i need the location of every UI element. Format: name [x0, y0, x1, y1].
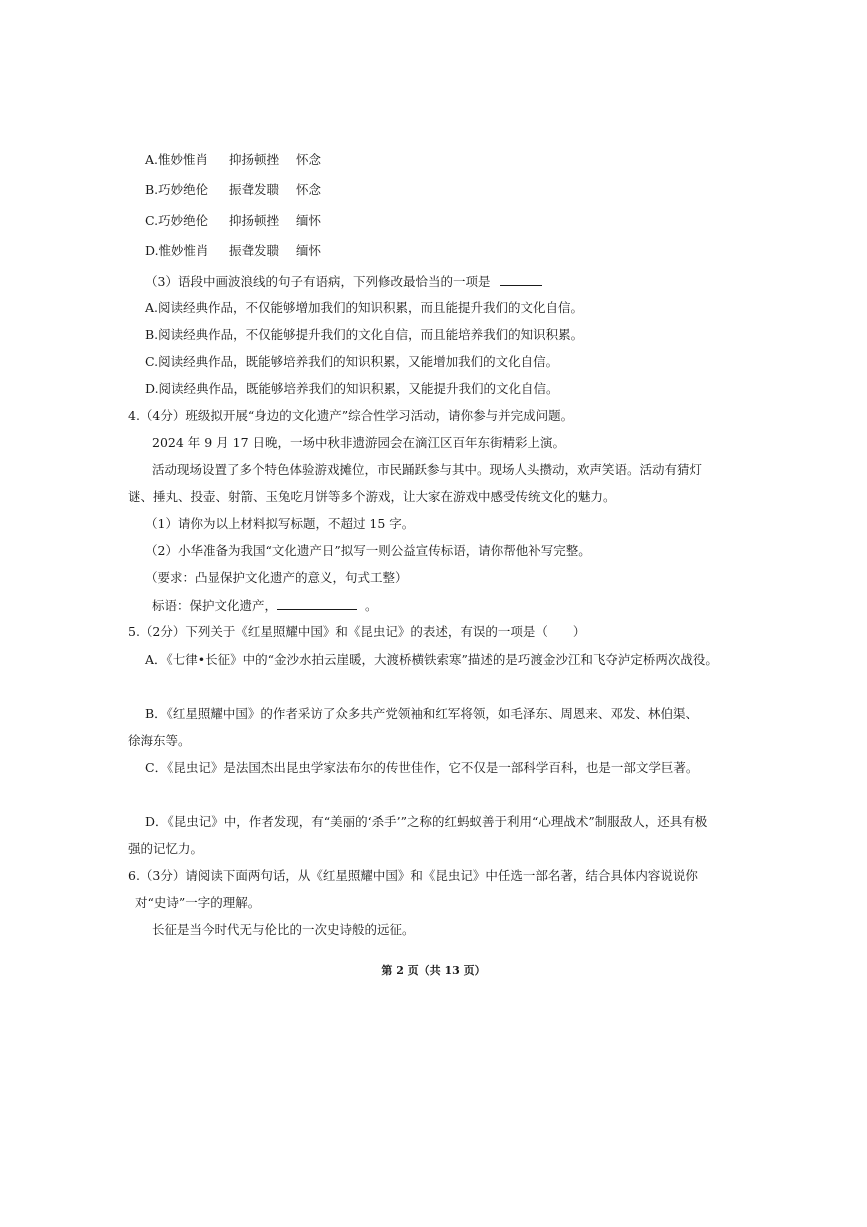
q4-slogan-suffix: 。: [365, 598, 378, 613]
q3-option-d: D.阅读经典作品，既能够培养我们的知识积累，又能提升我们的文化自信。: [145, 381, 559, 396]
option-d-word1: D.惟妙惟肖: [145, 243, 209, 258]
q5-option-b-line-2: 徐海东等。: [128, 733, 191, 748]
option-a-word3: 怀念: [296, 152, 322, 167]
q4-slogan-blank[interactable]: [277, 597, 357, 610]
q6-stem-line-2: 对“史诗”一字的理解。: [135, 895, 261, 910]
q5-option-d-line-1: D．《昆虫记》中，作者发现，有“美丽的‘杀手’”之称的红蚂蚁善于利用“心理战术”制服敌人，还具有极: [145, 814, 708, 829]
option-a-word1: A.惟妙惟肖: [145, 152, 209, 167]
option-c-word2: 抑扬顿挫: [229, 213, 280, 228]
option-b-word1: B.巧妙绝伦: [145, 182, 209, 197]
q4-paragraph-1: 2024 年 9 月 17 日晚，一场中秋非遗游园会在滴江区百年东街精彩上演。: [152, 435, 566, 450]
q3-answer-blank[interactable]: [500, 273, 542, 286]
option-b-word3: 怀念: [296, 182, 322, 197]
q4-slogan-prefix: 标语：保护文化遗产，: [152, 598, 278, 613]
option-a-word2: 抑扬顿挫: [229, 152, 280, 167]
q3-stem-line: [145, 273, 542, 290]
option-c-word3: 缅怀: [296, 213, 322, 228]
q4-stem: 4.（4分）班级拟开展“身边的文化遗产”综合性学习活动，请你参与并完成问题。: [128, 408, 574, 423]
q5-option-a: A．《七律•长征》中的“金沙水拍云崖暖，大渡桥横铁索寒”描述的是巧渡金沙江和飞夺泸定桥两次战役。: [145, 652, 718, 667]
q4-sub-question-2: （2）小华准备为我国“文化遗产日”拟写一则公益宣传标语，请你帮他补写完整。: [145, 543, 591, 558]
option-d-word2: 振聋发聩: [229, 243, 280, 258]
q4-requirement: （要求：凸显保护文化遗产的意义，句式工整）: [145, 570, 408, 585]
q6-stem-line-1: 6.（3分）请阅读下面两句话，从《红星照耀中国》和《昆虫记》中任选一部名著，结合具体内容说说你: [128, 868, 698, 883]
q5-option-d-line-2: 强的记忆力。: [128, 841, 204, 856]
option-row-d: [145, 243, 321, 259]
q3-option-a: A.阅读经典作品，不仅能够增加我们的知识积累，而且能提升我们的文化自信。: [145, 300, 584, 315]
q6-quote: 长征是当今时代无与伦比的一次史诗般的远征。: [152, 922, 415, 937]
option-row-a: [145, 152, 321, 168]
option-row-b: [145, 182, 321, 198]
option-b-word2: 振聋发聩: [229, 182, 280, 197]
q4-slogan-line: [152, 597, 378, 614]
q4-paragraph-2-line-1: 活动现场设置了多个特色体验游戏摊位，市民踊跃参与其中。现场人头攒动，欢声笑语。活动有猜灯: [152, 462, 703, 477]
q4-sub-question-1: （1）请你为以上材料拟写标题，不超过 15 字。: [145, 516, 415, 531]
q3-option-b: B.阅读经典作品，不仅能够提升我们的文化自信，而且能培养我们的知识积累。: [145, 327, 584, 342]
q5-option-b-line-1: B．《红星照耀中国》的作者采访了众多共产党领袖和红军将领，如毛泽东、周恩来、邓发、林伯渠、: [145, 706, 698, 721]
q3-stem: （3）语段中画波浪线的句子有语病，下列修改最恰当的一项是: [145, 274, 491, 289]
option-d-word3: 缅怀: [296, 243, 322, 258]
q3-option-c: C.阅读经典作品，既能够培养我们的知识积累，又能增加我们的文化自信。: [145, 354, 559, 369]
page-footer: 第 2 页（共 13 页）: [381, 964, 486, 977]
option-c-word1: C.巧妙绝伦: [145, 213, 209, 228]
q5-option-c: C．《昆虫记》是法国杰出昆虫学家法布尔的传世佳作，它不仅是一部科学百科，也是一部文学巨著。: [145, 760, 699, 775]
option-row-c: [145, 213, 321, 229]
q5-stem: 5.（2分）下列关于《红星照耀中国》和《昆虫记》的表述，有误的一项是（ ）: [128, 624, 586, 639]
q4-paragraph-2-line-2: 谜、捶丸、投壶、射箭、玉兔吃月饼等多个游戏，让大家在游戏中感受传统文化的魅力。: [128, 489, 616, 504]
